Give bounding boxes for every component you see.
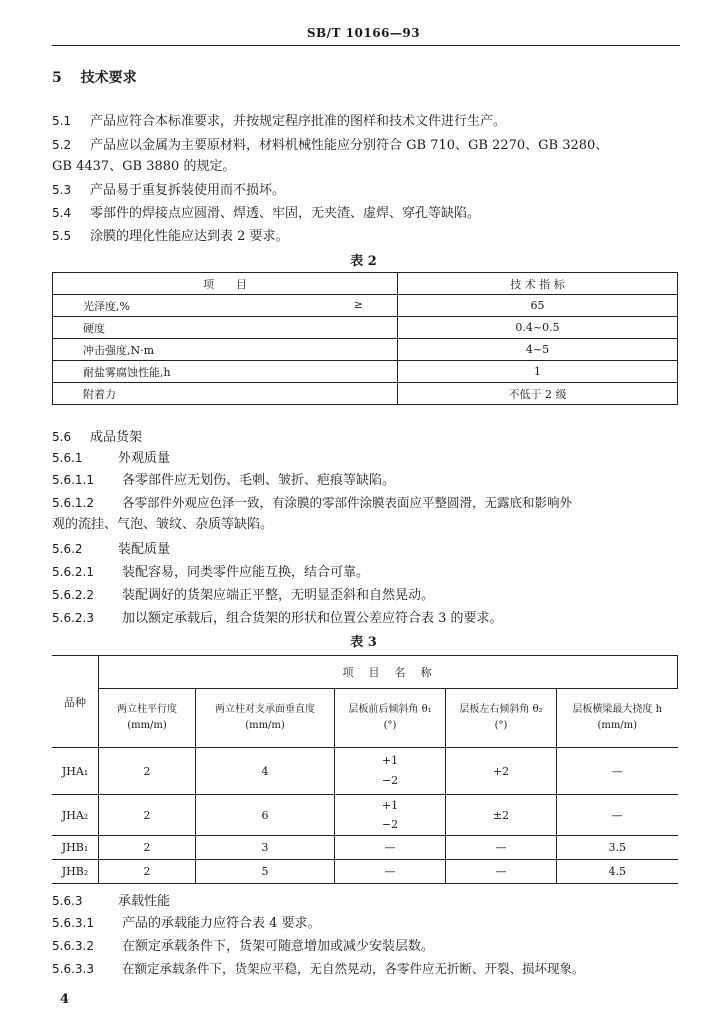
page-number: 4: [60, 992, 70, 1007]
table3-col-header: [196, 689, 335, 748]
document-code-header: SB/T 10166—93: [306, 26, 421, 40]
column-unit: (mm/m): [127, 720, 167, 731]
clause-text: 产品应以金属为主要原材料，材料机械性能应分别符合 GB 710、GB 2270、GB 3280、: [90, 138, 609, 153]
clause-number: 5.5: [52, 229, 72, 243]
column-unit: (°): [383, 720, 397, 731]
section-number: 5: [52, 70, 62, 86]
value-cell: —: [557, 795, 678, 836]
value-cell: ±2: [446, 795, 557, 836]
clause-text: 各零部件应无划伤、毛刺、皱折、疤痕等缺陷。: [122, 473, 396, 488]
value-cell: [335, 748, 446, 795]
value-cell: 2: [99, 748, 196, 795]
variety-cell: JHA₁: [52, 748, 99, 795]
table-3: [52, 655, 678, 884]
item-label: 光泽度,%: [83, 299, 130, 313]
clause-5-2-continued: GB 4437、GB 3880 的规定。: [52, 159, 236, 174]
clause-number: 5.6.1: [52, 451, 83, 465]
table-header-row: [52, 689, 678, 748]
column-name: 层板前后倾斜角 θ₁: [348, 704, 432, 715]
clause-5-6-1-2: [52, 494, 572, 512]
lower-value: −2: [381, 818, 399, 831]
table-row: [53, 383, 678, 405]
variety-cell: JHA₂: [52, 795, 99, 836]
clause-number: 5.6.3.2: [52, 939, 94, 953]
clause-text: 外观质量: [118, 451, 171, 466]
clause-number: 5.6.1.2: [52, 496, 94, 510]
table2-value-cell: 不低于 2 级: [398, 383, 678, 405]
table-row: [53, 317, 678, 339]
clause-text: 产品易于重复拆装使用而不损坏。: [90, 183, 286, 198]
clause-text: 装配调好的货架应端正平整，无明显歪斜和自然晃动。: [122, 588, 435, 603]
clause-5-6-1-2-continued: 观的流挂、气泡、皱纹、杂质等缺陷。: [52, 517, 274, 532]
table2-col-spec-header: 技 术 指 标: [398, 273, 678, 295]
upper-value: +1: [381, 799, 399, 812]
clause-5-6-3-1: [52, 914, 321, 933]
table3-col-header: [446, 689, 557, 748]
clause-5-6-3-2: [52, 937, 434, 956]
clause-5-3: [52, 181, 285, 200]
value-cell: 6: [196, 795, 335, 836]
column-name: 两立柱对支承面垂直度: [215, 704, 315, 715]
clause-number: 5.6.2: [52, 542, 83, 556]
clause-5-4: [52, 204, 480, 223]
table3-caption: 表 3: [350, 635, 377, 650]
table-row: [53, 295, 678, 317]
value-cell: —: [335, 836, 446, 860]
clause-number: 5.2: [52, 138, 72, 152]
value-cell: —: [335, 860, 446, 884]
table2-value-cell: 65: [398, 295, 678, 317]
table2-value-cell: 4~5: [398, 339, 678, 361]
lower-value: −2: [381, 774, 399, 787]
value-cell: +2: [446, 748, 557, 795]
table2-value-cell: 1: [398, 361, 678, 383]
table2-item-cell: 附着力: [53, 383, 398, 405]
value-cell: —: [557, 748, 678, 795]
table2-value-cell: 0.4~0.5: [398, 317, 678, 339]
clause-5-6-2: [52, 540, 170, 559]
value-cell: 3.5: [557, 836, 678, 860]
value-cell: 5: [196, 860, 335, 884]
clause-number: 5.6.2.2: [52, 588, 94, 602]
column-name: 层板左右倾斜角 θ₂: [459, 704, 543, 715]
clause-number: 5.6.2.1: [52, 565, 94, 579]
clause-number: 5.6: [52, 430, 72, 444]
clause-5-6: [52, 428, 142, 447]
value-cell: —: [446, 836, 557, 860]
clause-text: 成品货架: [90, 430, 143, 445]
clause-5-6-1-1: [52, 471, 395, 490]
clause-text: 承载性能: [118, 894, 171, 909]
clause-number: 5.4: [52, 206, 72, 220]
value-cell: 2: [99, 795, 196, 836]
clause-number: 5.6.3.1: [52, 916, 94, 930]
clause-text: 装配质量: [118, 542, 171, 557]
clause-number: 5.6.3: [52, 894, 83, 908]
value-cell: 2: [99, 836, 196, 860]
table-row: [52, 836, 678, 860]
clause-number: 5.6.2.3: [52, 611, 94, 625]
value-cell: 3: [196, 836, 335, 860]
clause-5-2: [52, 136, 608, 155]
table3-col-header: [335, 689, 446, 748]
column-unit: (mm/m): [597, 720, 638, 731]
table-row: [52, 748, 678, 795]
variety-cell: JHB₂: [52, 860, 99, 884]
table3-col-header: [557, 689, 678, 748]
value-cell: [335, 795, 446, 836]
clause-5-6-2-1: [52, 563, 369, 582]
table-row: [53, 361, 678, 383]
clause-number: 5.3: [52, 183, 72, 197]
clause-text: 加以额定承载后，组合货架的形状和位置公差应符合表 3 的要求。: [122, 611, 503, 626]
clause-5-6-2-3: [52, 609, 503, 628]
value-cell: 4.5: [557, 860, 678, 884]
table2-col-item-header: 项 目: [53, 273, 398, 295]
clause-text: 装配容易，同类零件应能互换，结合可靠。: [122, 565, 370, 580]
table2-item-cell: [53, 295, 398, 317]
clause-text: 产品应符合本标准要求，并按规定程序批准的图样和技术文件进行生产。: [90, 114, 507, 129]
variety-cell: JHB₁: [52, 836, 99, 860]
operator-label: ≥: [353, 298, 363, 311]
clause-number: 5.6.3.3: [52, 962, 94, 976]
column-name: 两立柱平行度: [117, 704, 177, 715]
clause-5-5: [52, 227, 289, 246]
clause-text: 涂膜的理化性能应达到表 2 要求。: [90, 229, 289, 244]
section-heading: [52, 67, 137, 87]
value-cell: —: [446, 860, 557, 884]
clause-text: 产品的承载能力应符合表 4 要求。: [122, 916, 321, 931]
upper-value: +1: [381, 754, 399, 767]
table-header-row: [53, 273, 678, 295]
clause-number: 5.6.1.1: [52, 473, 94, 487]
header-rule: [52, 45, 680, 46]
clause-number: 5.1: [52, 114, 72, 128]
section-title: 技术要求: [80, 70, 137, 86]
column-name: 层板横梁最大挠度 h: [572, 704, 663, 715]
table2-caption: 表 2: [350, 254, 377, 269]
column-unit: (mm/m): [245, 720, 285, 731]
value-cell: 2: [99, 860, 196, 884]
table2-item-cell: 耐盐雾腐蚀性能,h: [53, 361, 398, 383]
table-header-row: [52, 656, 678, 689]
clause-5-6-3: [52, 892, 170, 911]
clause-5-6-3-3: [52, 960, 585, 978]
table2-item-cell: 冲击强度,N·m: [53, 339, 398, 361]
table-2: [52, 272, 678, 405]
value-cell: 4: [196, 748, 335, 795]
table2-item-cell: 硬度: [53, 317, 398, 339]
clause-5-6-2-2: [52, 586, 434, 605]
clause-text: 在额定承载条件下，货架应平稳，无自然晃动，各零件应无折断、开裂、损坏现象。: [122, 961, 585, 976]
clause-text: 在额定承载条件下，货架可随意增加或减少安装层数。: [122, 939, 435, 954]
clause-text: 零部件的焊接点应圆滑、焊透、牢固，无夹渣、虚焊、穿孔等缺陷。: [90, 206, 481, 221]
table3-group-header: 项 目 名 称: [99, 656, 678, 689]
table-row: [52, 860, 678, 884]
table3-variety-header: 品种: [52, 656, 99, 748]
table-row: [52, 795, 678, 836]
clause-5-6-1: [52, 449, 170, 468]
clause-5-1: [52, 112, 506, 131]
table-row: [53, 339, 678, 361]
clause-text: 各零部件外观应色泽一致，有涂膜的零部件涂膜表面应平整圆滑，无露底和影响外: [122, 495, 573, 510]
table3-col-header: [99, 689, 196, 748]
column-unit: (°): [494, 720, 508, 731]
